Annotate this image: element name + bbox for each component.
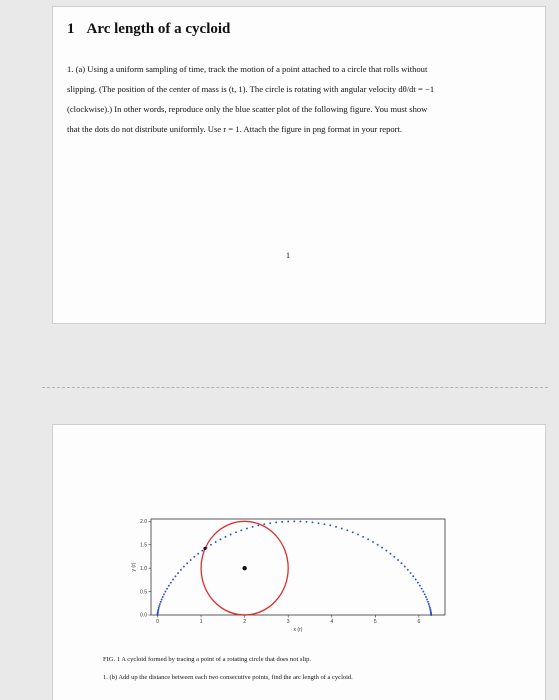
problem-line: that the dots do not distribute uniformly. Use r = 1. Attach the figure in png format in your report.: [67, 124, 403, 134]
problem-line: 1. (a) Using a uniform sampling of time, track the motion of a point attached to a circle that rolls without: [67, 64, 428, 74]
x-tick-label: 2: [243, 619, 247, 625]
cycloid-dot: [428, 605, 430, 607]
section-title: [67, 21, 230, 38]
page-number: 1: [286, 251, 290, 260]
plot-frame: [151, 519, 445, 615]
cycloid-dot: [235, 531, 237, 533]
cycloid-dot: [159, 603, 161, 605]
problem-statement: [67, 59, 507, 139]
cycloid-dots: [157, 520, 433, 616]
cycloid-dot: [172, 579, 174, 581]
cycloid-dot: [422, 591, 424, 593]
cycloid-dot: [393, 556, 395, 558]
x-tick-label: 3: [286, 619, 290, 625]
caption-part-b: 1. (b) Add up the distance between each two consecutive points, find the arc length of a cycloid.: [103, 674, 353, 681]
cycloid-dot: [180, 569, 182, 571]
cycloid-dot: [281, 521, 283, 523]
cycloid-dot: [183, 566, 185, 568]
cycloid-dot: [157, 609, 159, 611]
cycloid-dot: [164, 591, 166, 593]
x-axis-label: x (r): [293, 627, 303, 633]
cycloid-dot: [215, 541, 217, 543]
circle-center: [242, 566, 246, 570]
section-number: 1: [67, 21, 75, 37]
cycloid-dot: [263, 523, 265, 525]
cycloid-dot: [312, 521, 314, 523]
cycloid-dot: [230, 534, 232, 536]
cycloid-dot: [293, 520, 295, 522]
cycloid-dot: [397, 559, 399, 561]
cycloid-dot: [269, 522, 271, 524]
cycloid-dot: [161, 599, 163, 601]
cycloid-dot: [177, 572, 179, 574]
y-tick-label: 2.0: [140, 519, 147, 526]
cycloid-dot: [381, 547, 383, 549]
cycloid-dot: [158, 607, 160, 609]
cycloid-dot: [430, 614, 432, 616]
cycloid-dot: [287, 521, 289, 523]
cycloid-dot: [323, 523, 325, 525]
cycloid-dot: [424, 593, 426, 595]
cycloid-dot: [257, 524, 259, 526]
problem-line: (clockwise).) In other words, reproduce only the blue scatter plot of the following figure. You must show: [67, 104, 428, 114]
x-tick-label: 5: [373, 619, 377, 625]
x-tick-label: 6: [417, 619, 421, 625]
cycloid-dot: [329, 524, 331, 526]
document-page: [52, 6, 546, 324]
cycloid-dot: [306, 521, 308, 523]
y-tick-label: 1.0: [140, 565, 147, 572]
cycloid-dot: [427, 601, 429, 603]
cycloid-dot: [412, 575, 414, 577]
cycloid-dot: [174, 575, 176, 577]
figure-caption: [103, 651, 353, 687]
cycloid-dot: [341, 527, 343, 529]
cycloid-dot: [390, 553, 392, 555]
cycloid-dot: [193, 556, 195, 558]
cycloid-dot: [170, 582, 172, 584]
cycloid-dot: [246, 528, 248, 530]
cycloid-dot: [252, 526, 254, 528]
cycloid-dot: [190, 559, 192, 561]
cycloid-dot: [166, 588, 168, 590]
cycloid-dot: [163, 593, 165, 595]
cycloid-dot: [377, 544, 379, 546]
cycloid-dot: [162, 596, 164, 598]
cycloid-dot: [367, 538, 369, 540]
cycloid-dot: [415, 579, 417, 581]
cycloid-dot: [160, 601, 162, 603]
traced-point: [203, 547, 206, 550]
cycloid-dot: [168, 585, 170, 587]
y-axis-label: y (r): [131, 562, 137, 572]
x-tick-label: 0: [156, 619, 159, 625]
cycloid-dot: [404, 566, 406, 568]
cycloid-dot: [426, 599, 428, 601]
cycloid-dot: [201, 550, 203, 552]
document-page-2: [52, 424, 546, 700]
cycloid-dot: [357, 534, 359, 536]
problem-line: slipping. (The position of the center of mass is (t, 1). The circle is rotating with angular velocity dθ/dt = −1: [67, 84, 435, 94]
cycloid-dot: [385, 550, 387, 552]
y-tick-label: 1.5: [140, 542, 147, 549]
cycloid-dot: [210, 544, 212, 546]
x-tick-label: 1: [199, 619, 203, 625]
y-tick-label: 0.5: [140, 589, 147, 596]
cycloid-dot: [362, 536, 364, 538]
x-tick-label: 4: [330, 619, 334, 625]
cycloid-dot: [197, 553, 199, 555]
axis-ticks: [140, 519, 420, 625]
cycloid-dot: [421, 588, 423, 590]
cycloid-dot: [417, 582, 419, 584]
cycloid-dot: [419, 585, 421, 587]
cycloid-dot: [318, 522, 320, 524]
section-title-text: Arc length of a cycloid: [86, 21, 231, 37]
cycloid-dot: [346, 529, 348, 531]
cycloid-figure: [53, 425, 547, 645]
cycloid-dot: [158, 605, 160, 607]
cycloid-dot: [186, 562, 188, 564]
cycloid-dot: [335, 526, 337, 528]
cycloid-dot: [425, 596, 427, 598]
cycloid-dot: [429, 607, 431, 609]
caption-fig: FIG. 1 A cycloid formed by tracing a point of a rotating circle that does not slip.: [103, 656, 311, 663]
cycloid-dot: [275, 521, 277, 523]
cycloid-dot: [407, 569, 409, 571]
cycloid-dot: [225, 536, 227, 538]
cycloid-dot: [240, 529, 242, 531]
cycloid-dot: [372, 541, 374, 543]
y-tick-label: 0.0: [140, 612, 147, 619]
cycloid-dot: [401, 562, 403, 564]
cycloid-dot: [299, 521, 301, 523]
cycloid-dot: [220, 538, 222, 540]
page-divider: [42, 387, 548, 388]
cycloid-dot: [352, 531, 354, 533]
cycloid-dot: [428, 603, 430, 605]
cycloid-dot: [410, 572, 412, 574]
